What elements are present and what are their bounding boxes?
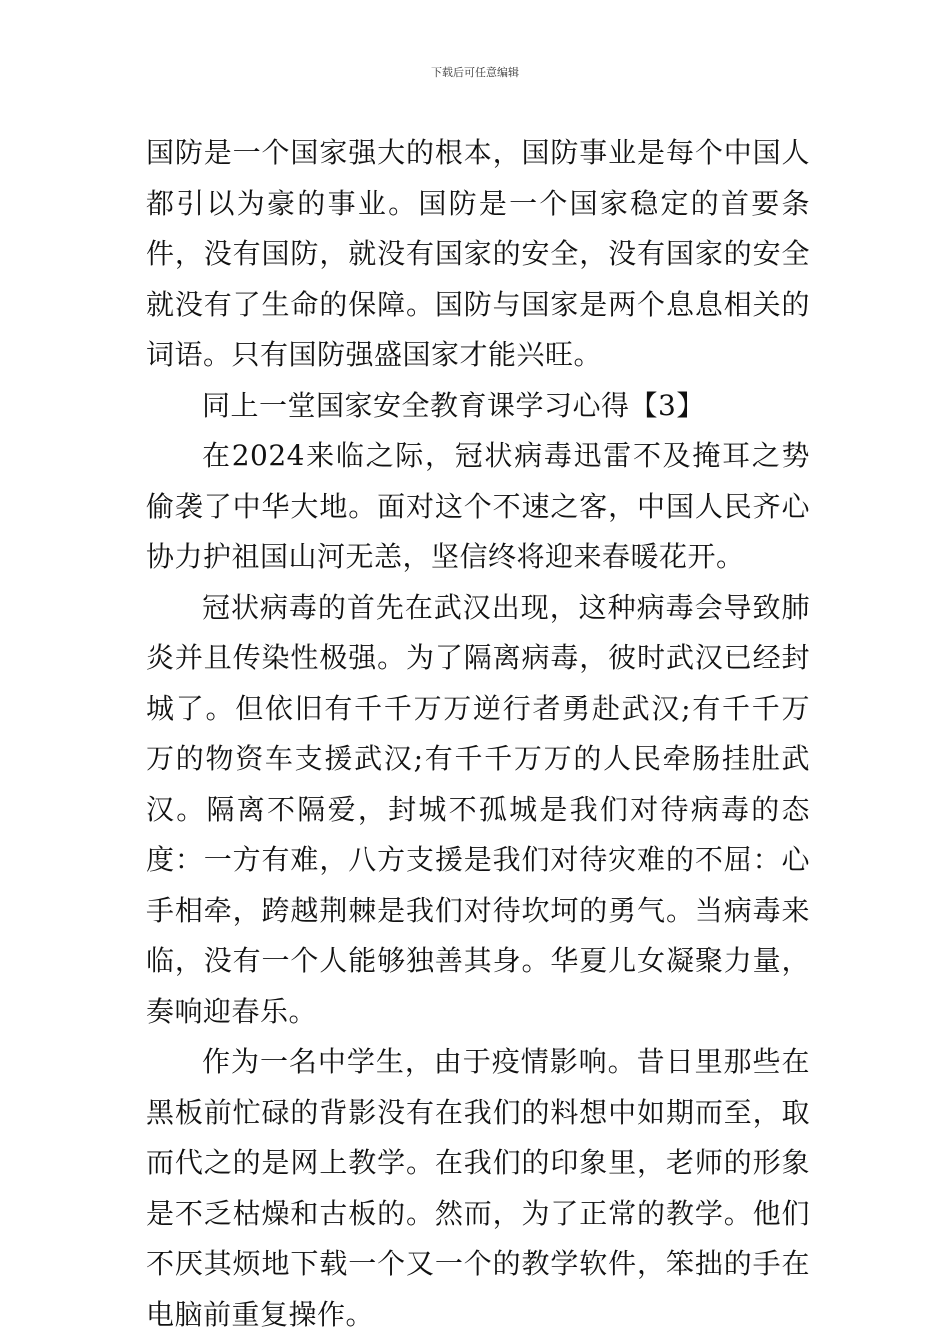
paragraph-1: 国防是一个国家强大的根本，国防事业是每个中国人都引以为豪的事业。国防是一个国家稳定的首要条件，没有国防，就没有国家的安全，没有国家的安全就没有了生命的保障。国防与国家是两个息息相关的词语。只有国防强盛国家才能兴旺。 [146,136,810,371]
document-body [146,128,810,1340]
paragraph-2: 在2024来临之际，冠状病毒迅雷不及掩耳之势偷袭了中华大地。面对这个不速之客，中国人民齐心协力护祖国山河无恙，坚信终将迎来春暖花开。 [146,439,810,573]
paragraph-4: 作为一名中学生，由于疫情影响。昔日里那些在黑板前忙碌的背影没有在我们的料想中如期而至，取而代之的是网上教学。在我们的印象里，老师的形象是不乏枯燥和古板的。然而，为了正常的教学。他们不厌其烦地下载一个又一个的教学软件，笨拙的手在电脑前重复操作。 [146,1045,810,1331]
section-heading: 同上一堂国家安全教育课学习心得【3】 [202,388,705,422]
page-header: 下载后可任意编辑 [431,66,519,79]
paragraph-3: 冠状病毒的首先在武汉出现，这种病毒会导致肺炎并且传染性极强。为了隔离病毒，彼时武汉已经封城了。但依旧有千千万万逆行者勇赴武汉;有千千万万的物资车支援武汉;有千千万万的人民牵肠挂肚武汉。隔离不隔爱，封城不孤城是我们对待病毒的态度：一方有难，八方支援是我们对待灾难的不屈：心手相牵，跨越荆棘是我们对待坎坷的勇气。当病毒来临，没有一个人能够独善其身。华夏儿女凝聚力量，奏响迎春乐。 [146,590,810,1028]
